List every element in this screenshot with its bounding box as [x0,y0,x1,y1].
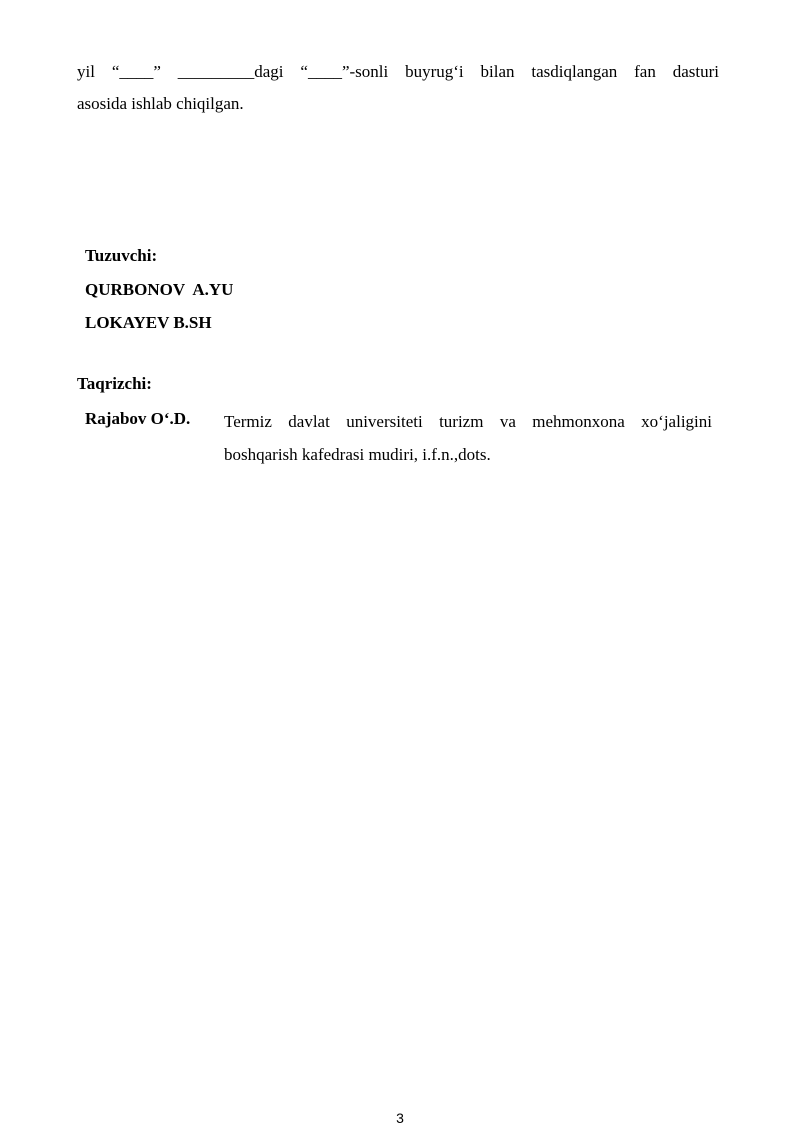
reviewer-description-word: xo‘jaligini [641,412,712,431]
intro-word: yil [77,62,95,81]
intro-blank-day: “____” [111,62,161,81]
compiler-name: QURBONOV A.YU [85,280,234,299]
intro-blank-order-number: “____”-sonli [300,62,389,81]
reviewer-name: Rajabov O‘.D. [85,409,191,428]
compilers-heading: Tuzuvchi: [85,246,158,265]
page-number: 3 [396,1110,404,1126]
intro-paragraph [77,56,719,120]
intro-blank-month: _________dagi [177,62,284,81]
intro-line-1 [77,56,719,88]
reviewer-description-word: va [499,412,516,431]
reviewer-description-word: universiteti [346,412,423,431]
intro-word: buyrug‘i [405,62,464,81]
intro-word: fan [634,62,656,81]
reviewer-description-word: mehmonxona [532,412,625,431]
reviewer-description-line-1 [224,405,712,438]
reviewer-description-word: Termiz [224,412,272,431]
intro-word: dasturi [672,62,719,81]
reviewer-description-word: davlat [288,412,330,431]
intro-word: bilan [480,62,515,81]
reviewer-description-line-2: boshqarish kafedrasi mudiri, i.f.n.,dots. [224,445,491,464]
reviewer-heading: Taqrizchi: [77,374,152,393]
intro-line-2: asosida ishlab chiqilgan. [77,94,244,113]
reviewer-description [224,405,712,471]
intro-word: tasdiqlangan [531,62,618,81]
compiler-name: LOKAYEV B.SH [85,313,212,332]
reviewer-description-word: turizm [439,412,484,431]
